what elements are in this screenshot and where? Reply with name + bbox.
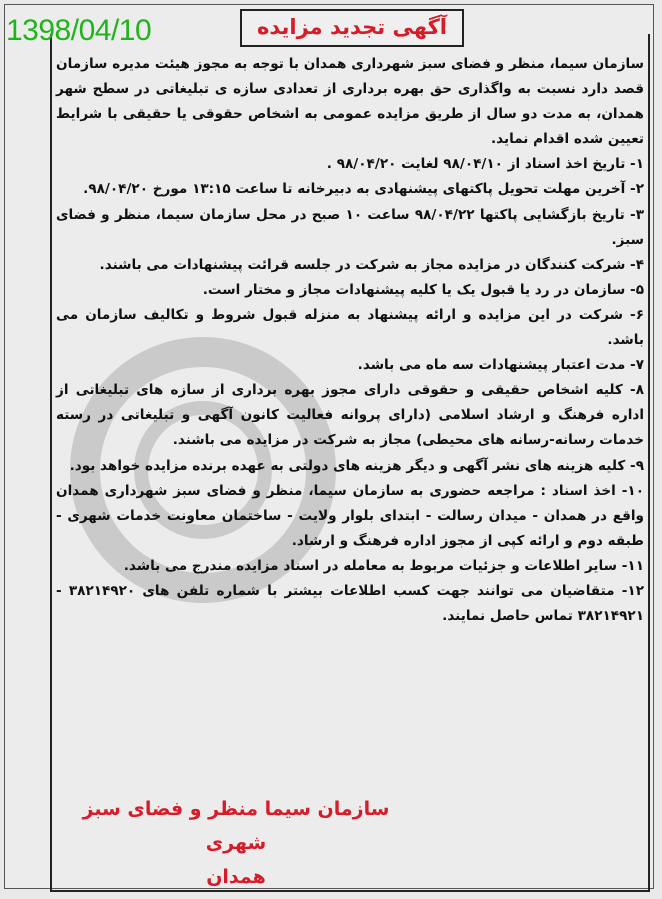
list-item: ۶- شرکت در این مزایده و ارائه پیشنهاد به منزله قبول شروط و تکالیف سازمان می باشد. <box>56 306 644 349</box>
list-item: ۱۲- متقاضیان می توانند جهت کسب اطلاعات بیشتر با شماره تلفن های ۳۸۲۱۴۹۲۰ - ۳۸۲۱۴۹۲۱ تماس حاصل نمایند. <box>56 582 644 625</box>
list-item: ۹- کلیه هزینه های نشر آگهی و دیگر هزینه های دولتی به عهده برنده مزایده خواهد بود. <box>69 457 644 474</box>
list-item: ۸- کلیه اشخاص حقیقی و حقوقی دارای مجوز بهره برداری از سازه های تبلیغاتی از اداره فرهنگ و ارشاد اسلامی (دارای پروانه فعالیت کانون آگهی و تبلیغاتی در رسته خدمات رسانه-رسانه های محیطی) مجاز به شرکت در مزایده می باشند. <box>56 382 644 449</box>
list-item: ۵- سازمان در رد یا قبول یک یا کلیه پیشنهادات مجاز و مختار است. <box>202 281 644 298</box>
list-item: ۴- شرکت کنندگان در مزایده مجاز به شرکت در جلسه قرائت پیشنهادات می باشند. <box>99 256 644 273</box>
date-stamp: 1398/04/10 <box>6 14 152 47</box>
list-item: ۷- مدت اعتبار پیشنهادات سه ماه می باشد. <box>357 357 644 374</box>
list-item: ۲- آخرین مهلت تحویل پاکتهای پیشنهادی به دبیرخانه تا ساعت ۱۳:۱۵ مورخ ۹۸/۰۴/۲۰. <box>83 181 644 198</box>
list-item: ۱- تاریخ اخذ اسناد از ۹۸/۰۴/۱۰ لغایت ۹۸/۰۴/۲۰ . <box>326 156 644 173</box>
organization-signature <box>56 792 416 894</box>
list-item: ۱۱- سایر اطلاعات و جزئیات مربوط به معامله در اسناد مزایده مندرج می باشد. <box>123 557 644 574</box>
intro-paragraph: سازمان سیما، منظر و فضای سبز شهرداری همدان با توجه به مجوز هیئت مدیره سازمان قصد دارد نسبت به واگذاری حق بهره برداری از تعدادی سازه ی تبلیغاتی در سطح شهر همدان، به مدت دو سال از طریق مزایده عمومی به اشخاص حقوقی یا حقیقی با شرایط تعیین شده اقدام نماید. <box>56 56 644 148</box>
list-item: ۱۰- اخذ اسناد : مراجعه حضوری به سازمان سیما، منظر و فضای سبز شهرداری همدان واقع در همدان - میدان رسالت - ابتدای بلوار ولایت - ساختمان معاونت خدمات شهری - طبقه دوم و ارائه کپی از مجوز اداره فرهنگ و ارشاد. <box>56 482 644 549</box>
ad-body <box>56 52 644 629</box>
list-item: ۳- تاریخ بازگشایی پاکتها ۹۸/۰۴/۲۲ ساعت ۱۰ صبح در محل سازمان سیما، منظر و فضای سبز. <box>56 206 645 248</box>
organization-city: همدان <box>206 866 266 888</box>
ad-title: آگهی تجدید مزایده <box>240 9 464 47</box>
organization-name: سازمان سیما منظر و فضای سبز شهری <box>82 798 390 854</box>
